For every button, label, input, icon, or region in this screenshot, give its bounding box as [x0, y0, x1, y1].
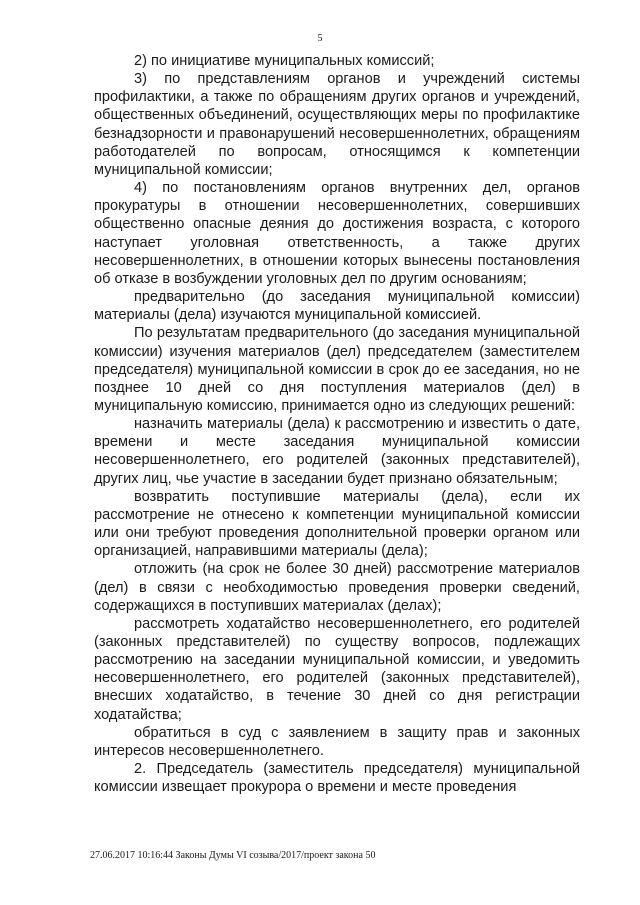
paragraph-decision-return: возвратить поступившие материалы (дела), если их рассмотрение не отнесено к компетенции муниципальной комиссии или они требуют проведения дополнительной проверки органом или организацией, направившими материалы (дела);: [94, 488, 580, 560]
paragraph-decision-schedule: назначить материалы (дела) к рассмотрению и известить о дате, времени и месте заседания муниципальной комиссии несовершеннолетнего, его родителей (законных представителей), других лиц, чье участие в заседании будет признано обязательным;: [94, 416, 580, 487]
paragraph-preliminary-study: предварительно (до заседания муниципальной комиссии) материалы (дела) изучаются муниципальной комиссией.: [94, 289, 580, 324]
paragraph-decision-postpone: отложить (на срок не более 30 дней) рассмотрение материалов (дел) в связи с необходимостью проведения проверки сведений, содержащихся в поступивших материалах (делах);: [94, 561, 580, 614]
paragraph-section-2: 2. Председатель (заместитель председателя) муниципальной комиссии извещает прокурора о времени и месте проведения: [94, 761, 580, 796]
document-footer: 27.06.2017 10:16:44 Законы Думы VI созыва/2017/проект закона 50: [90, 850, 376, 861]
paragraph-item-4: 4) по постановлениям органов внутренних дел, органов прокуратуры в отношении несовершеннолетних, совершивших общественно опасные деяния до достижения возраста, с которого наступает уголовная ответственность, а также других несовершеннолетних, в отношении которых вынесены постановления об отказе в возбуждении уголовных дел по другим основаниям;: [94, 180, 580, 287]
paragraph-decisions-intro: По результатам предварительного (до заседания муниципальной комиссии) изучения материалов (дел) председателем (заместителем председателя) муниципальной комиссии в срок до ее заседания, но не позднее 10 дней со дня поступления материалов (дел) в муниципальную комиссию, принимается одно из следующих решений:: [94, 325, 580, 414]
paragraph-decision-court: обратиться в суд с заявлением в защиту прав и законных интересов несовершеннолетнего.: [94, 724, 580, 759]
document-body: [94, 52, 580, 796]
paragraph-item-3: 3) по представлениям органов и учреждений системы профилактики, а также по обращениям других органов и учреждений, общественных объединений, осуществляющих меры по профилактике безнадзорности и правонарушений несовершеннолетних, обращениям работодателей по вопросам, относящимся к компетенции муниципальной комиссии;: [94, 71, 580, 178]
page-number: 5: [317, 33, 323, 44]
paragraph-decision-petition: рассмотреть ходатайство несовершеннолетнего, его родителей (законных представителей) по существу вопросов, подлежащих рассмотрению на заседании муниципальной комиссии, и уведомить несовершеннолетнего, его родителей (законных представителей), внесших ходатайство, в течение 30 дней со дня регистрации ходатайства;: [94, 615, 580, 723]
paragraph-item-2: 2) по инициативе муниципальных комиссий;: [134, 53, 435, 69]
